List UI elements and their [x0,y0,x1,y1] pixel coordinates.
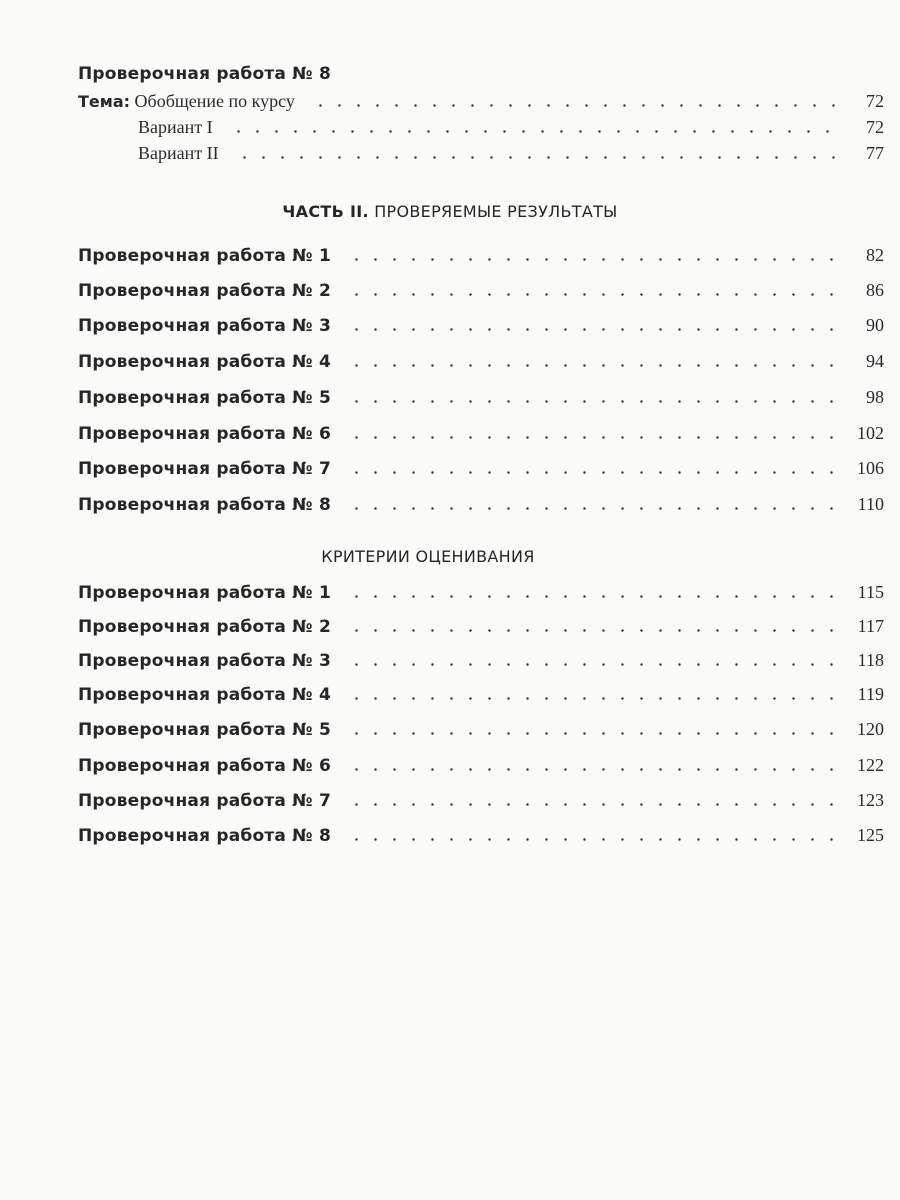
top-work-heading: Проверочная работа № 8 [78,64,331,84]
dot-leader [347,258,840,261]
toc-item-label: Проверочная работа № 3 [78,316,331,336]
page-number: 125 [857,825,884,845]
page-number: 118 [857,650,884,670]
page-number: 94 [866,351,884,371]
toc-row-part2-1[interactable] [78,240,884,266]
toc-row-criteria-4[interactable] [78,679,884,705]
toc-row-criteria-2[interactable] [78,611,884,637]
part2-title-rest: ПРОВЕРЯЕМЫЕ РЕЗУЛЬТАТЫ [368,202,618,221]
page-number: 102 [857,423,884,443]
toc-item-label: Проверочная работа № 5 [78,720,331,740]
toc-row-variant-1[interactable] [78,112,884,138]
toc-item-label: Проверочная работа № 5 [78,388,331,408]
dot-leader [347,697,840,700]
toc-row-criteria-7[interactable] [78,785,884,811]
topic-prefix: Тема: [78,92,131,111]
page-number: 120 [857,719,884,739]
page-number: 86 [866,280,884,300]
toc-item-label: Проверочная работа № 1 [78,583,331,603]
dot-leader [347,436,840,439]
variant-label: Вариант I [138,117,213,137]
toc-row-part2-4[interactable] [78,346,884,372]
page-number: 122 [857,755,884,775]
dot-leader [347,595,840,598]
dot-leader [347,400,840,403]
page-number: 110 [857,494,884,514]
toc-item-label: Проверочная работа № 3 [78,651,331,671]
toc-item-label: Проверочная работа № 8 [78,495,331,515]
toc-row-part2-2[interactable] [78,275,884,301]
toc-row-criteria-1[interactable] [78,577,884,603]
dot-leader [347,803,840,806]
toc-row-part2-8[interactable] [78,489,884,515]
dot-leader [347,629,840,632]
dot-leader [347,663,840,666]
page-number: 98 [866,387,884,407]
dot-leader [347,293,840,296]
dot-leader [229,130,840,133]
toc-row-part2-3[interactable] [78,310,884,336]
part2-title-bold: ЧАСТЬ II. [282,202,369,221]
dot-leader [311,104,840,107]
page-number: 119 [857,684,884,704]
toc-row-variant-2[interactable] [78,138,884,164]
page-number: 72 [866,91,884,111]
toc-item-label: Проверочная работа № 6 [78,424,331,444]
toc-row-criteria-5[interactable] [78,714,884,740]
toc-row-criteria-8[interactable] [78,820,884,846]
page-number: 77 [866,143,884,163]
dot-leader [347,768,840,771]
topic-text: Обобщение по курсу [134,91,295,111]
toc-row-part2-5[interactable] [78,382,884,408]
part2-title [0,202,900,221]
dot-leader [347,328,840,331]
page-number: 123 [857,790,884,810]
variant-label: Вариант II [138,143,219,163]
page-number: 106 [857,458,884,478]
toc-item-label: Проверочная работа № 2 [78,281,331,301]
dot-leader [347,471,840,474]
page-number: 72 [866,117,884,137]
dot-leader [347,507,840,510]
dot-leader [347,364,840,367]
toc-row-part2-6[interactable] [78,418,884,444]
toc-item-label: Проверочная работа № 2 [78,617,331,637]
page-number: 115 [857,582,884,602]
toc-item-label: Проверочная работа № 8 [78,826,331,846]
toc-item-label: Проверочная работа № 6 [78,756,331,776]
toc-row-criteria-3[interactable] [78,645,884,671]
toc-item-label: Проверочная работа № 1 [78,246,331,266]
page-number: 90 [866,315,884,335]
toc-item-label: Проверочная работа № 7 [78,791,331,811]
page-number: 117 [857,616,884,636]
toc-item-label: Проверочная работа № 7 [78,459,331,479]
dot-leader [347,838,840,841]
toc-row-part2-7[interactable] [78,453,884,479]
page-number: 82 [866,245,884,265]
dot-leader [235,156,840,159]
topic-label [78,91,295,112]
toc-item-label: Проверочная работа № 4 [78,685,331,705]
criteria-title: КРИТЕРИИ ОЦЕНИВАНИЯ [321,547,535,566]
toc-item-label: Проверочная работа № 4 [78,352,331,372]
toc-row-criteria-6[interactable] [78,750,884,776]
toc-row-topic[interactable] [78,86,884,112]
dot-leader [347,732,840,735]
